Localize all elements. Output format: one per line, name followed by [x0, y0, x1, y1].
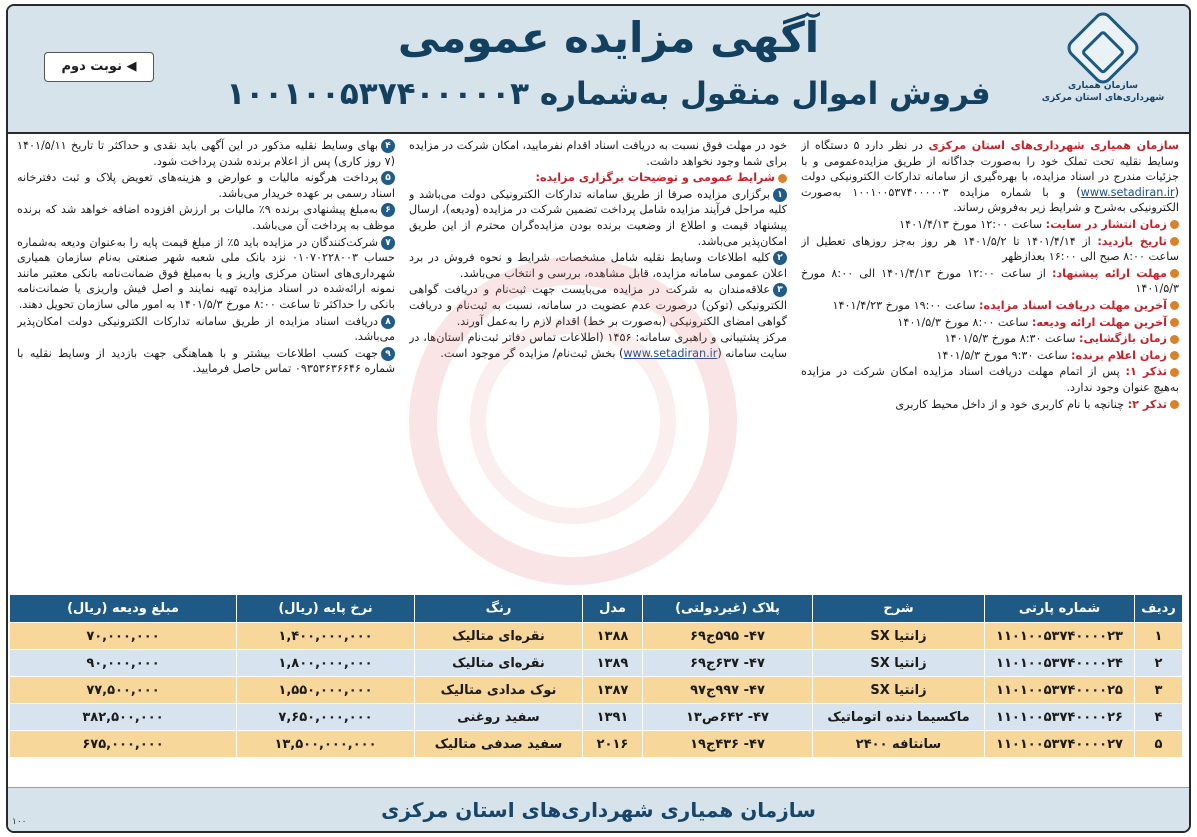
bullet-icon	[1170, 237, 1179, 246]
number-3-icon: ۳	[773, 283, 787, 297]
schedule-label: زمان انتشار در سایت:	[1045, 217, 1167, 231]
cell-model: ۱۳۸۸	[583, 623, 643, 650]
cell-desc: سانتافه ۲۴۰۰	[813, 731, 985, 758]
schedule-opening	[801, 331, 1179, 347]
cell-deposit: ۷۷,۵۰۰,۰۰۰	[10, 677, 237, 704]
cell-model: ۲۰۱۶	[583, 731, 643, 758]
bullet-icon	[1170, 301, 1179, 310]
col-header-row: ردیف	[1135, 595, 1183, 623]
condition-text: شرکت‌کنندگان در مزایده باید ۵٪ از مبلغ قیمت پایه را به‌عنوان ودیعه به‌شماره حساب ۰۱۰۷۰۲۲۸۰۰۳ نزد بانک ملی شعبه شهر صنعتی به‌نام سازمان همیاری شهرداری‌های استان مرکزی واریز و یا به‌مبلغ فوق ضمانت‌نامه بانکی معتبر مانند نمونه ارائه‌شده در اسناد مزایده تهیه نمایند و اصل فیش واریزی یا ضمانت‌نامه بانکی را حداکثر تا ساعت ۸:۰۰ مورخ ۱۴۰۱/۵/۳ به امور مالی سازمان تحویل دهند.	[17, 235, 395, 311]
cell-desc: زانتیا SX	[813, 650, 985, 677]
schedule-winner	[801, 348, 1179, 364]
support-text: مرکز پشتیبانی و راهبری سامانه: ۱۴۵۶ (اطلاعات تماس دفاتر ثبت‌نام استان‌ها، در سایت سامانه (	[409, 331, 787, 360]
schedule-value: ساعت ۸:۰۰ مورخ ۱۴۰۱/۵/۳	[897, 315, 1029, 329]
advert-page	[6, 4, 1191, 833]
cell-color: نوک مدادی متالیک	[415, 677, 583, 704]
condition-item-6	[17, 202, 395, 233]
number-2-icon: ۲	[773, 251, 787, 265]
condition-item-4	[17, 138, 395, 169]
header-banner	[8, 6, 1189, 134]
schedule-value: ساعت ۸:۳۰ مورخ ۱۴۰۱/۵/۳	[944, 332, 1076, 346]
schedule-docs	[801, 298, 1179, 314]
schedule-offer	[801, 266, 1179, 297]
intro-text: در نظر دارد ۵ دستگاه از وسایط نقلیه تحت تملک خود را به‌صورت جداگانه از طریق مزایده‌عمومی و با جزئیات مندرج در اسناد مزایده، با بهره‌گیری از سامانه تدارکات الکترونیکی دولت (	[801, 139, 1179, 199]
bullet-icon	[1170, 220, 1179, 229]
bullet-icon	[1170, 318, 1179, 327]
cell-deposit: ۹۰,۰۰۰,۰۰۰	[10, 650, 237, 677]
conditions-heading-label: شرایط عمومی و توضیحات برگزاری مزایده:	[535, 171, 775, 185]
table-row	[10, 677, 1183, 704]
cell-desc: ماکسیما دنده اتوماتیک	[813, 704, 985, 731]
cell-color: سفید صدفی متالیک	[415, 731, 583, 758]
schedule-value: از ۱۴۰۱/۴/۱۴ تا ۱۴۰۱/۵/۲ هر روز به‌جز روزهای تعطیل از ساعت ۸:۰۰ صبح الی ۱۶:۰۰ بعدازظهر	[801, 234, 1179, 264]
cell-index: ۳	[1135, 677, 1183, 704]
schedule-deposit	[801, 315, 1179, 331]
column-left	[17, 138, 395, 588]
cell-plate: ۴۷- ۶۳۷ج۶۹	[643, 650, 813, 677]
round-badge-label: نوبت دوم	[61, 59, 122, 74]
cell-party: ۱۱۰۱۰۰۵۳۷۴۰۰۰۰۲۳	[985, 623, 1135, 650]
schedule-visit	[801, 234, 1179, 265]
cell-base-price: ۱,۸۰۰,۰۰۰,۰۰۰	[237, 650, 415, 677]
bullet-icon	[1170, 400, 1179, 409]
column-right	[801, 138, 1179, 588]
condition-text: علاقه‌مندان به شرکت در مزایده می‌بایست جهت ثبت‌نام و دریافت گواهی الکترونیکی (توکن) درصورت عدم عضویت در سامانه، نسبت به ثبت‌نام و دریافت گواهی امضای الکترونیکی (به‌صورت بر خط) اقدام لازم را به‌عمل آورند.	[409, 283, 787, 328]
note-label: تذکر ۲:	[1127, 397, 1167, 411]
org-name: سازمان همیاری شهرداری‌های استان مرکزی	[928, 139, 1179, 152]
condition-text: جهت کسب اطلاعات بیشتر و با هماهنگی جهت بازدید از وسایط نقلیه با شماره ۰۹۳۵۳۶۳۶۶۴۶ تماس حاصل فرمایید.	[17, 346, 395, 376]
round-badge: ◀ نوبت دوم	[44, 52, 154, 82]
cell-plate: ۴۷- ۵۹۵ج۶۹	[643, 623, 813, 650]
note-text: پس از اتمام مهلت دریافت اسناد مزایده امکان شرکت در مزایده به‌هیچ عنوان وجود ندارد.	[801, 365, 1179, 394]
cell-plate: ۴۷- ۹۹۷ج۹۷	[643, 677, 813, 704]
condition-item-1	[409, 187, 787, 249]
cell-color: سفید روغنی	[415, 704, 583, 731]
cell-index: ۴	[1135, 704, 1183, 731]
cell-model: ۱۳۹۱	[583, 704, 643, 731]
cell-deposit: ۶۷۵,۰۰۰,۰۰۰	[10, 731, 237, 758]
number-7-icon: ۷	[381, 236, 395, 250]
schedule-label: زمان بازگشایی:	[1079, 332, 1167, 346]
cell-party: ۱۱۰۱۰۰۵۳۷۴۰۰۰۰۲۵	[985, 677, 1135, 704]
table-row	[10, 650, 1183, 677]
schedule-label: تاریخ بازدید:	[1097, 234, 1168, 248]
schedule-label: زمان اعلام برنده:	[1071, 348, 1167, 362]
number-5-icon: ۵	[381, 171, 395, 185]
col-header-desc: شرح	[813, 595, 985, 623]
corner-code: ۱۰۰	[12, 817, 27, 827]
col-header-deposit: مبلغ ودیعه (ریال)	[10, 595, 237, 623]
setad-link[interactable]: www.setadiran.ir	[623, 346, 718, 360]
col-header-plate: پلاک (غیردولتی)	[643, 595, 813, 623]
condition-text: پرداخت هرگونه مالیات و عوارض و هزینه‌های تعویض پلاک و ثبت دفترخانه اسناد رسمی بر عهده خریدار می‌باشد.	[17, 171, 395, 200]
footer-banner	[8, 787, 1189, 831]
vehicles-table	[14, 594, 1183, 786]
org-logo	[1039, 16, 1167, 126]
cell-plate: ۴۷- ۶۴۲ص۱۳	[643, 704, 813, 731]
number-1-icon: ۱	[773, 188, 787, 202]
col-header-party: شماره پارتی	[985, 595, 1135, 623]
schedule-value: ساعت ۱۹:۰۰ مورخ ۱۴۰۱/۴/۲۳	[832, 298, 976, 312]
schedule-label: آخرین مهلت ارائه ودیعه:	[1031, 315, 1167, 329]
setad-link[interactable]: www.setadiran.ir	[1080, 185, 1175, 199]
mid-top-text: خود در مهلت فوق نسبت به دریافت اسناد اقدام نفرمایید، امکان شرکت در مزایده برای شما وجود نخواهد داشت.	[409, 139, 787, 168]
col-header-color: رنگ	[415, 595, 583, 623]
vehicles-table-grid	[9, 594, 1183, 758]
table-row	[10, 623, 1183, 650]
cell-desc: زانتیا SX	[813, 623, 985, 650]
intro-text-2: ) و با شماره مزایده ۱۰۰۱۰۰۵۳۷۴۰۰۰۰۰۳ به‌صورت الکترونیکی به‌شرح و شرایط زیر به‌فروش رساند.	[801, 185, 1179, 215]
conditions-heading	[409, 170, 787, 186]
number-9-icon: ۹	[381, 347, 395, 361]
intro-paragraph	[801, 138, 1179, 216]
bullet-icon	[1170, 269, 1179, 278]
condition-item-3	[409, 282, 787, 329]
condition-text: کلیه اطلاعات وسایط نقلیه شامل مشخصات، شرایط و نحوه فروش در برد اعلان عمومی سامانه مزایده، قابل مشاهده، بررسی و انتخاب می‌باشد.	[409, 251, 787, 280]
cell-index: ۵	[1135, 731, 1183, 758]
table-row	[10, 731, 1183, 758]
cell-desc: زانتیا SX	[813, 677, 985, 704]
cell-index: ۲	[1135, 650, 1183, 677]
col-header-model: مدل	[583, 595, 643, 623]
body-columns	[18, 138, 1179, 588]
condition-item-2	[409, 250, 787, 281]
note-label: تذکر ۱:	[1125, 365, 1167, 379]
bullet-icon	[1170, 368, 1179, 377]
footer-org-name: سازمان همیاری شهرداری‌های استان مرکزی	[381, 798, 816, 822]
cell-party: ۱۱۰۱۰۰۵۳۷۴۰۰۰۰۲۴	[985, 650, 1135, 677]
support-paragraph	[409, 330, 787, 361]
logo-icon	[1063, 8, 1142, 87]
number-6-icon: ۶	[381, 203, 395, 217]
cell-model: ۱۳۸۹	[583, 650, 643, 677]
condition-text: بهای وسایط نقلیه مذکور در این آگهی باید نقدی و حداکثر تا تاریخ ۱۴۰۱/۵/۱۱ (۷ روز کاری) پس از اعلام برنده شدن پرداخت شود.	[17, 139, 395, 168]
table-row	[10, 704, 1183, 731]
bullet-icon	[1170, 335, 1179, 344]
bullet-icon	[1170, 351, 1179, 360]
cell-color: نقره‌ای متالیک	[415, 650, 583, 677]
schedule-publish	[801, 217, 1179, 233]
number-4-icon: ۴	[381, 139, 395, 153]
schedule-value: ساعت ۱۲:۰۰ مورخ ۱۴۰۱/۴/۱۳	[899, 217, 1043, 231]
condition-item-8	[17, 314, 395, 345]
cell-base-price: ۱,۴۰۰,۰۰۰,۰۰۰	[237, 623, 415, 650]
cell-index: ۱	[1135, 623, 1183, 650]
cell-model: ۱۳۸۷	[583, 677, 643, 704]
note-2	[801, 397, 1179, 413]
page-title: آگهی مزایده عمومی	[397, 13, 820, 62]
number-8-icon: ۸	[381, 315, 395, 329]
logo-text: سازمان همیاری شهرداری‌های استان مرکزی	[1041, 81, 1165, 103]
note-1	[801, 364, 1179, 395]
cell-color: نقره‌ای متالیک	[415, 623, 583, 650]
cell-base-price: ۷,۶۵۰,۰۰۰,۰۰۰	[237, 704, 415, 731]
column-middle	[409, 138, 787, 588]
support-text-2: ) بخش ثبت‌نام/ مزایده گر موجود است.	[440, 346, 624, 360]
cell-party: ۱۱۰۱۰۰۵۳۷۴۰۰۰۰۲۷	[985, 731, 1135, 758]
condition-text: دریافت اسناد مزایده از طریق سامانه تدارکات الکترونیکی دولت امکان‌پذیر می‌باشد.	[17, 314, 395, 344]
schedule-value: از ساعت ۱۲:۰۰ مورخ ۱۴۰۱/۴/۱۳ الی ۸:۰۰ مورخ ۱۴۰۱/۵/۳	[801, 266, 1179, 296]
schedule-label: آخرین مهلت دریافت اسناد مزایده:	[979, 298, 1167, 312]
cell-base-price: ۱,۵۵۰,۰۰۰,۰۰۰	[237, 677, 415, 704]
cell-deposit: ۳۸۲,۵۰۰,۰۰۰	[10, 704, 237, 731]
cell-party: ۱۱۰۱۰۰۵۳۷۴۰۰۰۰۲۶	[985, 704, 1135, 731]
page-subtitle: فروش اموال منقول به‌شماره ۱۰۰۱۰۰۵۳۷۴۰۰۰۰۰۳	[226, 76, 991, 112]
schedule-value: ساعت ۹:۳۰ مورخ ۱۴۰۱/۵/۳	[936, 348, 1068, 362]
cell-deposit: ۷۰,۰۰۰,۰۰۰	[10, 623, 237, 650]
condition-item-5	[17, 170, 395, 201]
note-text: چنانچه با نام کاربری خود و از داخل محیط کاربری	[895, 397, 1125, 411]
condition-text: به‌مبلغ پیشنهادی برنده ۹٪ مالیات بر ارزش افزوده اضافه خواهد شد که برنده موظف به پرداخت آن می‌باشد.	[17, 203, 395, 232]
table-header-row	[10, 595, 1183, 623]
schedule-label: مهلت ارائه پیشنهاد:	[1051, 266, 1167, 280]
cell-base-price: ۱۳,۵۰۰,۰۰۰,۰۰۰	[237, 731, 415, 758]
cell-plate: ۴۷- ۴۳۶ج۱۹	[643, 731, 813, 758]
col-header-base-price: نرخ پایه (ریال)	[237, 595, 415, 623]
condition-item-7	[17, 235, 395, 313]
condition-text: برگزاری مزایده صرفا از طریق سامانه تدارکات الکترونیکی دولت می‌باشد و کلیه مراحل فرآیند مزایده شامل پرداخت تضمین شرکت در مزایده (ودیعه)، ارسال پیشنهاد قیمت و اطلاع از وضعیت برنده بودن مزایده‌گران محترم از این طریق امکان‌پذیر می‌باشد.	[409, 187, 787, 248]
condition-item-9	[17, 346, 395, 377]
bullet-icon	[778, 174, 787, 183]
